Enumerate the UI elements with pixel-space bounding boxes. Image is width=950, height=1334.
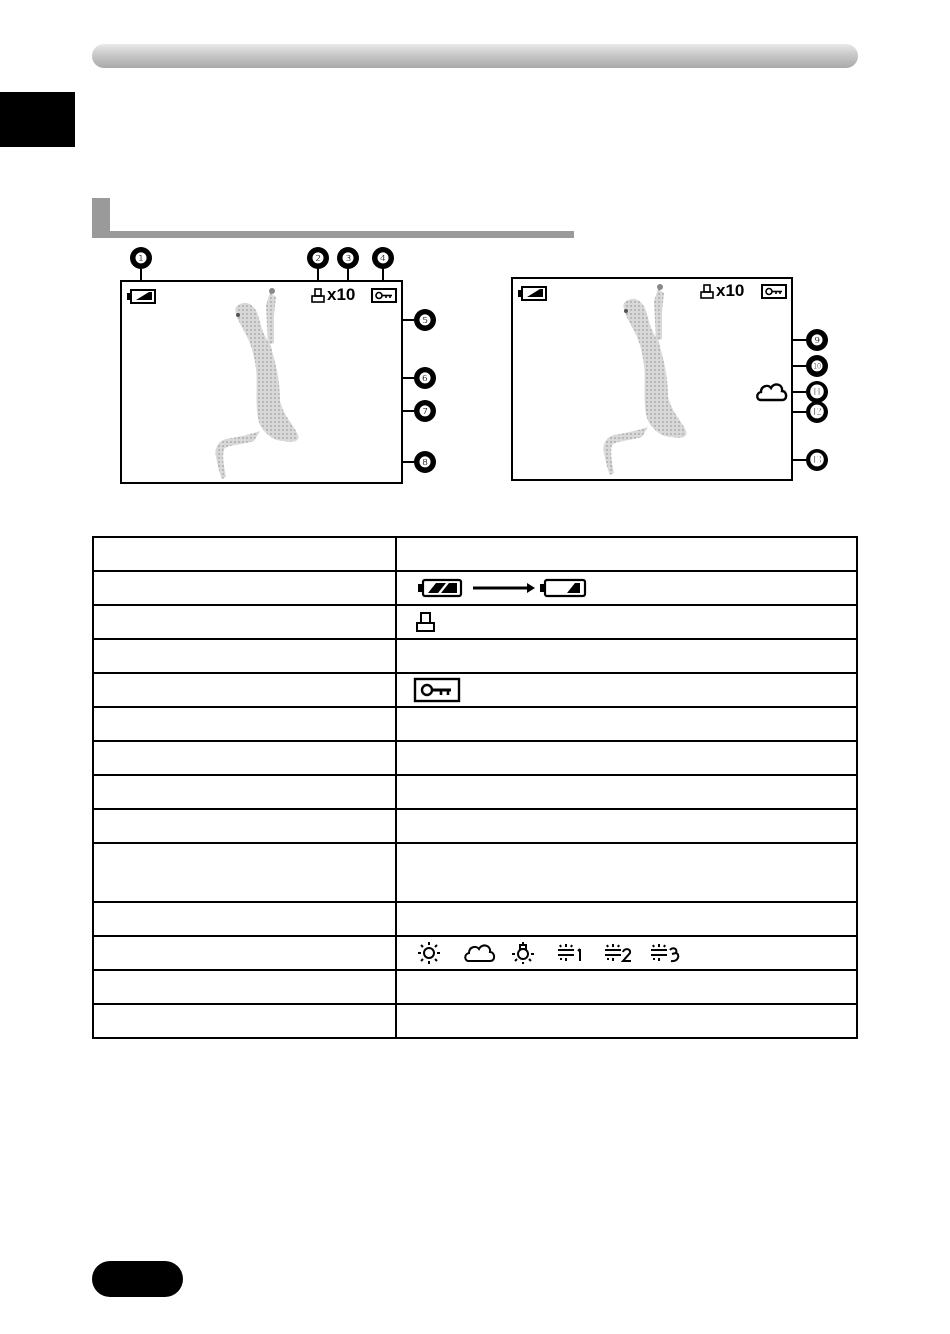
callout-12: ⓬ (806, 401, 828, 423)
print-count: x10 (716, 281, 745, 300)
battery-icon (127, 289, 157, 305)
callout-3: ❸ (337, 247, 359, 269)
fluorescent-1-icon (558, 944, 580, 961)
callout-9: ❾ (806, 329, 828, 351)
cat-photo (602, 281, 722, 477)
page-number-pill (92, 1261, 183, 1297)
table-row (93, 673, 857, 707)
battery-full-icon (418, 580, 461, 596)
callout-5: ❺ (414, 309, 436, 331)
lcd-screen-left (120, 280, 403, 484)
callout-8: ❽ (414, 451, 436, 473)
protect-key-icon (413, 677, 463, 703)
protect-key-icon (761, 284, 787, 299)
table-row (93, 1004, 857, 1038)
table-row (93, 902, 857, 936)
table-row (93, 537, 857, 571)
callout-2: ❷ (307, 247, 329, 269)
table-row (93, 571, 857, 605)
fluorescent-3-icon (651, 944, 678, 961)
cloudy-icon (465, 945, 494, 961)
table-row (93, 775, 857, 809)
callout-11: ⓫ (806, 381, 828, 403)
callout-7: ❼ (414, 400, 436, 422)
callout-6: ❻ (414, 367, 436, 389)
callout-10: ❿ (806, 355, 828, 377)
cloudy-wb-icon (755, 380, 789, 404)
print-count: x10 (327, 285, 356, 304)
battery-icon (518, 286, 548, 302)
fluorescent-2-icon (605, 944, 631, 961)
callout-1: ❶ (130, 247, 152, 269)
white-balance-icons (413, 941, 693, 965)
table-row (93, 605, 857, 639)
callout-4: ❹ (372, 247, 394, 269)
table-row (93, 707, 857, 741)
battery-low-icon (540, 580, 585, 596)
tungsten-icon (512, 942, 534, 964)
indicator-table (92, 536, 858, 1039)
table-row (93, 639, 857, 673)
table-row (93, 936, 857, 970)
arrow-icon (473, 583, 535, 593)
callout-13: ⓭ (806, 449, 828, 471)
print-reserve-icon (415, 611, 437, 633)
table-row (93, 741, 857, 775)
table-row (93, 970, 857, 1004)
sunny-icon (418, 942, 440, 964)
table-row (93, 809, 857, 843)
table-row (93, 843, 857, 902)
cat-photo (214, 285, 334, 481)
lcd-screen-right (511, 277, 793, 481)
battery-indicator-icons (417, 577, 617, 599)
protect-key-icon (371, 288, 397, 303)
